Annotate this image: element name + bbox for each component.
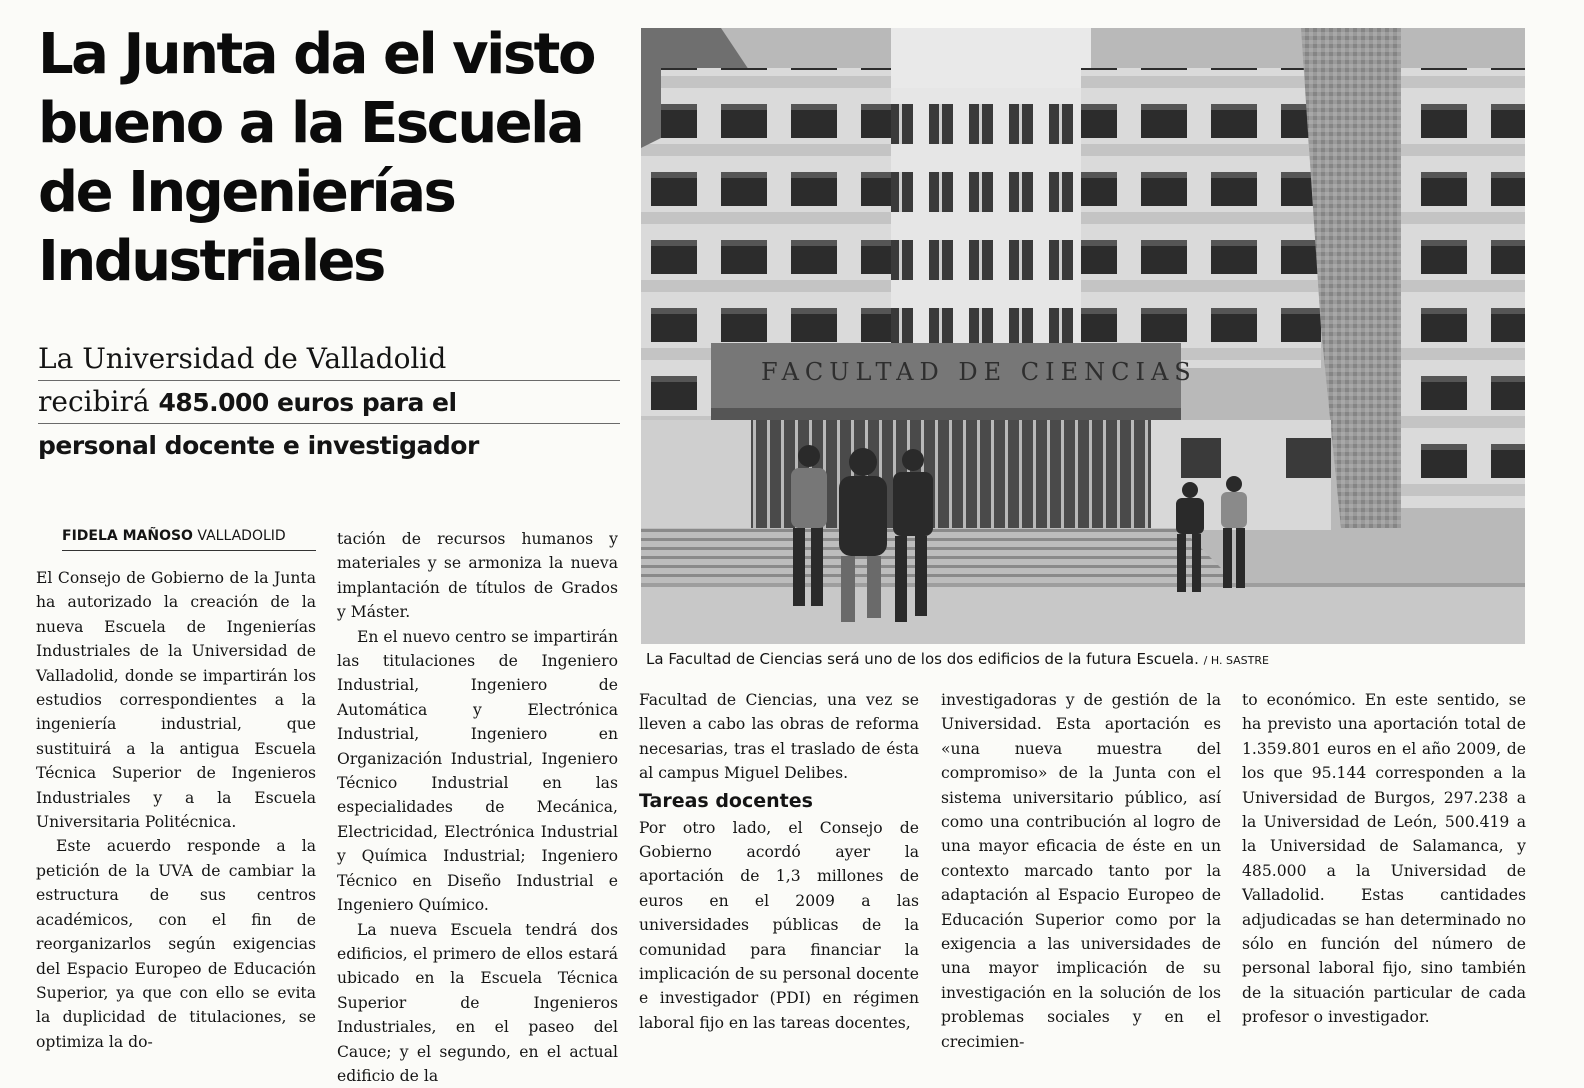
building-sign: FACULTAD DE CIENCIAS: [761, 358, 1197, 386]
paragraph-3: En el nuevo centro se impartirán las titulaciones de Ingeniero Industrial, Ingeniero de Automática y Electrónica Industrial, Ingeniero en Organización Industrial, Ingeniero Técnico Industrial en las especialidades de Mecánica, Electricidad, Electrónica Industrial y Química Industrial; Ingeniero Técnico en Diseño Industrial e Ingeniero Químico.: [337, 625, 618, 918]
article-column-3: [639, 688, 919, 1035]
photo-caption: [646, 648, 1526, 672]
subheadline-line-2-regular: recibirá: [38, 385, 158, 418]
article-column-4: [941, 688, 1221, 1054]
byline: [62, 528, 316, 551]
paragraph-2-end: tación de recursos humanos y materiales y se armoniza la nueva implantación de títulos de Grados y Máster.: [337, 527, 618, 625]
facultad-de-ciencias-photo: [641, 28, 1525, 644]
paragraph-2-start: Este acuerdo responde a la petición de la UVA de cambiar la estructura de sus centros académicos, con el fin de reorganizarlos según exigencias del Espacio Europeo de Educación Superior, ya que con ello se evita la duplicidad de titulaciones, se optimiza la do-: [36, 834, 316, 1054]
section-subheading: Tareas docentes: [639, 788, 919, 814]
paragraph-4-start: La nueva Escuela tendrá dos edificios, el primero de ellos estará ubicado en la Escuela Técnica Superior de Ingenieros Industriales, en el paseo del Cauce; y el segundo, en el actual edificio de la: [337, 918, 618, 1088]
paragraph-5-part-1: Por otro lado, el Consejo de Gobierno acordó ayer la aportación de 1,3 millones de euros en el 2009 a las universidades públicas de la comunidad para financiar la implicación de su personal docente e investigador (PDI) en régimen laboral fijo en las tareas docentes,: [639, 816, 919, 1036]
photo-credit: / H. SASTRE: [1204, 654, 1269, 667]
byline-place: VALLADOLID: [197, 528, 285, 544]
building-photo: [641, 28, 1525, 644]
subheadline-line-2: [38, 381, 620, 424]
article-column-2: [337, 527, 618, 1088]
subheadline: [38, 338, 620, 466]
headline: La Junta da el visto bueno a la Escuela de Ingenierías Industriales: [38, 20, 628, 296]
subheadline-line-3-bold: personal docente e investigador: [38, 431, 479, 460]
paragraph-5-part-2: investigadoras y de gestión de la Universidad. Esta aportación es «una nueva muestra del compromiso» de la Junta con el sistema universitario público, así como una contribución al logro de una mayor eficacia de éste en un contexto marcado tanto por la adaptación al Espacio Europeo de Educación Superior como por la exigencia a las universidades de una mayor implicación de su investigación en la solución de los problemas sociales y en el crecimien-: [941, 688, 1221, 1054]
paragraph-4-end: Facultad de Ciencias, una vez se lleven a cabo las obras de reforma necesarias, tras el traslado de ésta al campus Miguel Delibes.: [639, 688, 919, 786]
article-column-1: [36, 566, 316, 1054]
paragraph-5-part-3: to económico. En este sentido, se ha previsto una aportación total de 1.359.801 euros en el año 2009, de los que 95.144 corresponden a la Universidad de Burgos, 297.238 a la Universidad de León, 500.419 a la Universidad de Salamanca, y 485.000 a la Universidad de Valladolid. Estas cantidades adjudicadas se han determinado no sólo en función del número de personal laboral fijo, sino también de la situación particular de cada profesor o investigador.: [1242, 688, 1526, 1030]
caption-text: La Facultad de Ciencias será uno de los dos edificios de la futura Escuela.: [646, 650, 1199, 668]
subheadline-line-2-bold: 485.000 euros para el: [158, 388, 456, 417]
subheadline-line-1: La Universidad de Valladolid: [38, 338, 620, 381]
paragraph-1: El Consejo de Gobierno de la Junta ha autorizado la creación de la nueva Escuela de Ingenierías Industriales de la Universidad de Valladolid, donde se impartirán los estudios correspondientes a la ingeniería industrial, que sustituirá a la antigua Escuela Técnica Superior de Ingenieros Industriales y a la Escuela Universitaria Politécnica.: [36, 566, 316, 834]
subheadline-line-3: [38, 424, 620, 466]
article-column-5: [1242, 688, 1526, 1030]
byline-author: FIDELA MAÑOSO: [62, 528, 193, 544]
